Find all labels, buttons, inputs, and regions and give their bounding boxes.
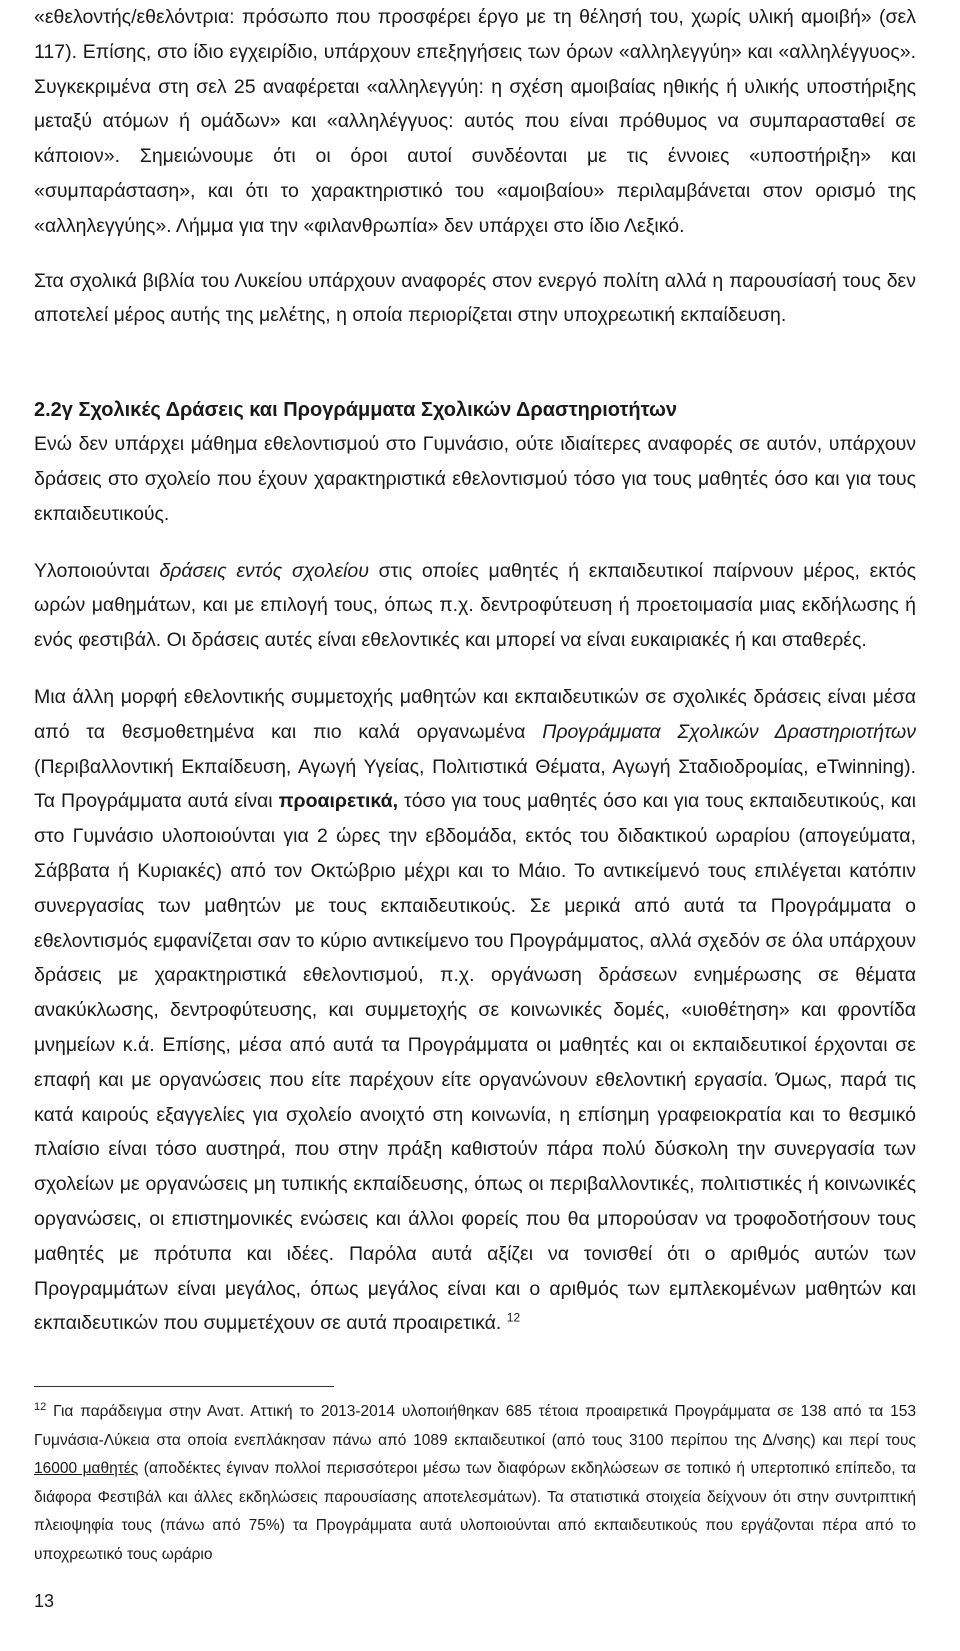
italic-term: Προγράμματα Σχολικών Δραστηριοτήτων [542,720,916,743]
paragraph-no-volunteering-course: Ενώ δεν υπάρχει μάθημα εθελοντισμού στο Γυμνάσιο, ούτε ιδιαίτερες αναφορές σε αυτόν, υπάρχουν δράσεις στο σχολείο που έχουν χαρακτηριστικά εθελοντισμού τόσο για τους μαθητές όσο και για τους εκπαιδευτικούς. [34,433,916,525]
footnote-reference[interactable]: 12 [506,1310,521,1325]
footnote [34,1398,916,1570]
italic-term: δράσεις εντός σχολείου [159,559,369,582]
underlined-text: 16000 μαθητές [34,1460,139,1478]
footnote-number: 12 [34,1400,47,1413]
bold-term: προαιρετικά, [278,790,399,813]
section-heading: 2.2γ Σχολικές Δράσεις και Προγράμματα Σχολικών Δραστηριοτήτων [34,399,677,422]
paragraph-school-programs [34,680,916,1341]
paragraph-school-actions [34,554,916,658]
footnote-separator [34,1386,334,1387]
footnote-text: Για παράδειγμα στην Ανατ. Αττική το 2013-2014 υλοποιήθηκαν 685 τέτοια προαιρετικά Προγράμματα σε 138 από τα 153 Γυμνάσια-Λύκεια στα οποία ενεπλάκησαν πάνω από 1089 εκπαιδευτικοί (από τους 3100 περίπου της Δ/νσης) και περί τους [34,1403,916,1449]
text-run: (Περιβαλλοντική Εκπαίδευση, Αγωγή Υγείας, Πολιτιστικά Θέματα, Αγωγή Σταδιοδρομίας, eTwinning). Τα Προγράμματα αυτά είναι [34,755,916,813]
document-page [34,0,917,1611]
paragraph-lyceum-books: Στα σχολικά βιβλία του Λυκείου υπάρχουν αναφορές στον ενεργό πολίτη αλλά η παρουσίασή τους δεν αποτελεί μέρος αυτής της μελέτης, η οποία περιορίζεται στην υποχρεωτική εκπαίδευση. [34,269,916,327]
footnote-text: (αποδέκτες έγιναν πολλοί περισσότεροι μέσω των διαφόρων εκδηλώσεων σε τοπικό ή υπερτοπικό επίπεδο, τα διάφορα Φεστιβάλ και άλλες εκδηλώσεις παρουσίασης αποτελεσμάτων). Τα στατιστικά στοιχεία δείχνουν ότι στην συντριπτική πλειοψηφία τους (πάνω από 75%) τα Προγράμματα αυτά υλοποιούνται από εκπαιδευτικούς που εργάζονται πέρα από το υποχρεωτικό τους ωράριο [34,1460,916,1563]
paragraph-definitions: «εθελοντής/εθελόντρια: πρόσωπο που προσφέρει έργο με τη θέλησή του, χωρίς υλική αμοιβή» (σελ 117). Επίσης, στο ίδιο εγχειρίδιο, υπάρχουν επεξηγήσεις των όρων «αλληλεγγύη» και «αλληλέγγυος». Συγκεκριμένα στη σελ 25 αναφέρεται «αλληλεγγύη: η σχέση αμοιβαίας ηθικής ή υλικής υποστήριξης μεταξύ ατόμων ή ομάδων» και «αλληλέγγυος: αυτός που είναι πρόθυμος να συμπαρασταθεί σε κάποιον». Σημειώνουμε ότι οι όροι αυτοί συνδέονται με τις έννοιες «υποστήριξη» και «συμπαράσταση», και ότι το χαρακτηριστικό του «αμοιβαίου» περιλαμβάνεται στον ορισμό της «αλληλεγγύης». Λήμμα για την «φιλανθρωπία» δεν υπάρχει στο ίδιο Λεξικό. [34,6,916,237]
text-run: στις οποίες μαθητές ή εκπαιδευτικοί παίρνουν μέρος, εκτός ωρών μαθημάτων, και με επιλογή τους, όπως π.χ. δεντροφύτευση ή προετοιμασία μιας εκδήλωσης ή ενός φεστιβάλ. Οι δράσεις αυτές είναι εθελοντικές και μπορεί να είναι ευκαιριακές ή και σταθερές. [34,559,916,652]
page-number: 13 [34,1591,55,1611]
text-run: τόσο για τους μαθητές όσο και για τους εκπαιδευτικούς, και στο Γυμνάσιο υλοποιούνται για 2 ώρες την εβδομάδα, εκτός του διδακτικού ωραρίου (απογεύματα, Σάββατα ή Κυριακές) από τον Οκτώβριο μέχρι και το Μάιο. Το αντικείμενό τους επιλέγεται κατόπιν συνεργασίας των μαθητών με τους εκπαιδευτικούς. Σε μερικά από αυτά τα Προγράμματα ο εθελοντισμός εμφανίζεται σαν το κύριο αντικείμενο του Προγράμματος, αλλά σχεδόν σε όλα υπάρχουν δράσεις με χαρακτηριστικά εθελοντισμού, π.χ. οργάνωση δράσεων ενημέρωσης σε θέματα ανακύκλωσης, δεντροφύτευσης, και συμμετοχής σε κοινωνικές δομές, «υιοθέτηση» και φροντίδα μνημείων κ.ά. Επίσης, μέσα από αυτά τα Προγράμματα οι μαθητές και οι εκπαιδευτικοί έρχονται σε επαφή και με οργανώσεις που είτε παρέχουν είτε οργανώνουν εθελοντική εργασία. Όμως, παρά τις κατά καιρούς εξαγγελίες για σχολείο ανοιχτό στη κοινωνία, η επίσημη γραφειοκρατία και το θεσμικό πλαίσιο είναι τόσο αυστηρά, που στην πράξη καθιστούν πάρα πολύ δύσκολη την συνεργασία των σχολείων με οργανώσεις μη τυπικής εκπαίδευσης, όπως οι περιβαλλοντικές, πολιτιστικές ή κοινωνικές οργανώσεις, οι επιστημονικές ενώσεις και άλλοι φορείς που θα μπορούσαν να τροφοδοτήσουν τους μαθητές με πρότυπα και ιδέες. Παρόλα αυτά αξίζει να τονισθεί ότι ο αριθμός αυτών των Προγραμμάτων είναι μεγάλος, όπως μεγάλος είναι και ο αριθμός των εμπλεκομένων μαθητών και εκπαιδευτικών που συμμετέχουν σε αυτά προαιρετικά. [34,790,917,1335]
text-run: Υλοποιούνται [34,559,160,582]
text-run: Μια άλλη μορφή εθελοντικής συμμετοχής μαθητών και εκπαιδευτικών σε σχολικές δράσεις είναι μέσα από τα θεσμοθετημένα και πιο καλά οργανωμένα [34,685,916,743]
